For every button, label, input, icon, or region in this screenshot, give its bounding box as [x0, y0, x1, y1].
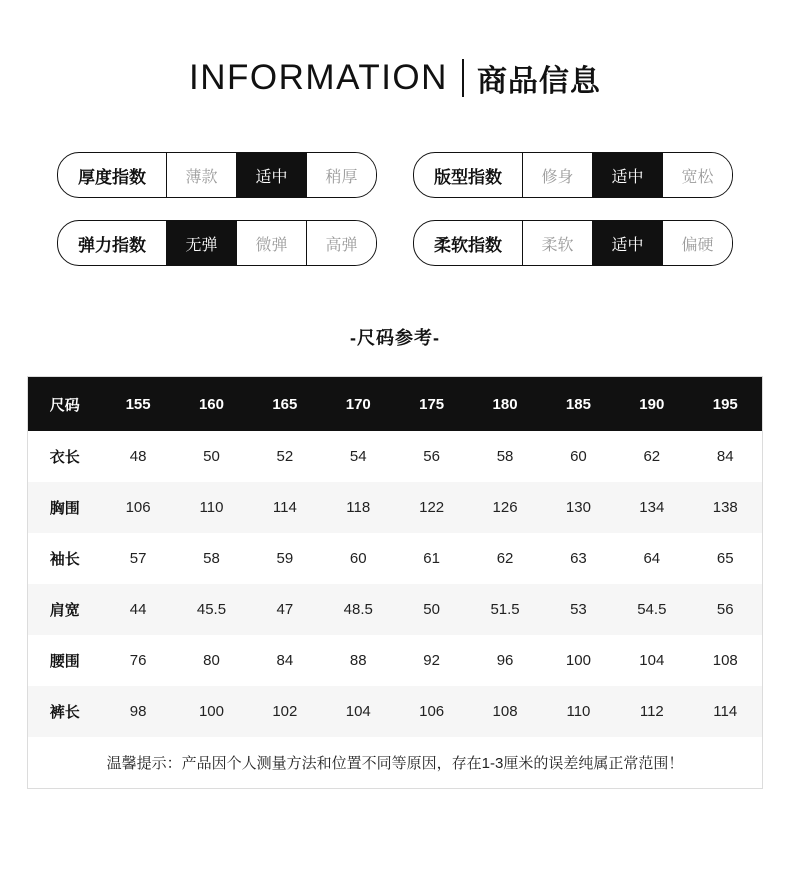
cell-waist-155: 76 [101, 635, 174, 686]
title-divider [462, 59, 464, 97]
cell-waist-185: 100 [542, 635, 615, 686]
cell-trouser-length-165: 102 [248, 686, 321, 737]
cell-garment-length-170: 54 [322, 431, 395, 482]
cell-sleeve-length-190: 64 [615, 533, 688, 584]
cell-sleeve-length-160: 58 [175, 533, 248, 584]
index-pill-area [0, 152, 790, 266]
column-header-160: 160 [175, 377, 248, 431]
cell-garment-length-185: 60 [542, 431, 615, 482]
index-option-elasticity-0[interactable]: 无弹 [166, 221, 236, 265]
table-header-row [28, 377, 762, 431]
cell-garment-length-160: 50 [175, 431, 248, 482]
page-title-english: INFORMATION [189, 58, 448, 97]
column-header-155: 155 [101, 377, 174, 431]
index-option-elasticity-2[interactable]: 高弹 [306, 221, 376, 265]
cell-chest-175: 122 [395, 482, 468, 533]
index-option-fit-0[interactable]: 修身 [522, 153, 592, 197]
column-header-170: 170 [322, 377, 395, 431]
column-header-190: 190 [615, 377, 688, 431]
cell-garment-length-165: 52 [248, 431, 321, 482]
cell-waist-190: 104 [615, 635, 688, 686]
cell-chest-165: 114 [248, 482, 321, 533]
cell-waist-195: 108 [689, 635, 762, 686]
measurement-note: 温馨提示：产品因个人测量方法和位置不同等原因，存在1-3厘米的误差纯属正常范围！ [28, 737, 762, 788]
row-label-waist: 腰围 [28, 635, 101, 686]
index-option-thickness-2[interactable]: 稍厚 [306, 153, 376, 197]
index-row-1 [57, 152, 733, 198]
cell-sleeve-length-170: 60 [322, 533, 395, 584]
column-header-185: 185 [542, 377, 615, 431]
row-label-chest: 胸围 [28, 482, 101, 533]
cell-sleeve-length-185: 63 [542, 533, 615, 584]
index-pill-fit [413, 152, 733, 198]
page-title [0, 0, 790, 110]
cell-sleeve-length-180: 62 [468, 533, 541, 584]
cell-shoulder-width-185: 53 [542, 584, 615, 635]
column-header-180: 180 [468, 377, 541, 431]
cell-chest-180: 126 [468, 482, 541, 533]
index-label-fit: 版型指数 [434, 167, 502, 187]
size-table-header [28, 377, 762, 431]
row-label-garment-length: 衣长 [28, 431, 101, 482]
size-table-wrapper [27, 376, 763, 789]
cell-shoulder-width-190: 54.5 [615, 584, 688, 635]
cell-shoulder-width-175: 50 [395, 584, 468, 635]
row-label-sleeve-length: 袖长 [28, 533, 101, 584]
cell-waist-175: 92 [395, 635, 468, 686]
cell-chest-170: 118 [322, 482, 395, 533]
index-pill-softness [413, 220, 733, 266]
cell-chest-160: 110 [175, 482, 248, 533]
table-row [28, 482, 762, 533]
index-option-softness-0[interactable]: 柔软 [522, 221, 592, 265]
column-header-165: 165 [248, 377, 321, 431]
index-option-fit-1[interactable]: 适中 [592, 153, 662, 197]
cell-sleeve-length-195: 65 [689, 533, 762, 584]
cell-waist-165: 84 [248, 635, 321, 686]
index-label-softness: 柔软指数 [434, 235, 502, 255]
index-row-2 [57, 220, 733, 266]
cell-shoulder-width-160: 45.5 [175, 584, 248, 635]
table-note-row [28, 737, 762, 788]
table-row [28, 584, 762, 635]
cell-sleeve-length-175: 61 [395, 533, 468, 584]
index-option-elasticity-1[interactable]: 微弹 [236, 221, 306, 265]
table-row [28, 686, 762, 737]
index-pill-elasticity [57, 220, 377, 266]
index-label-elasticity: 弹力指数 [78, 235, 146, 255]
cell-garment-length-190: 62 [615, 431, 688, 482]
cell-shoulder-width-165: 47 [248, 584, 321, 635]
cell-chest-185: 130 [542, 482, 615, 533]
index-option-thickness-1[interactable]: 适中 [236, 153, 306, 197]
cell-garment-length-175: 56 [395, 431, 468, 482]
index-option-softness-2[interactable]: 偏硬 [662, 221, 732, 265]
cell-shoulder-width-155: 44 [101, 584, 174, 635]
cell-waist-160: 80 [175, 635, 248, 686]
size-reference-title: -尺码参考- [350, 328, 440, 348]
table-row [28, 431, 762, 482]
cell-shoulder-width-195: 56 [689, 584, 762, 635]
cell-trouser-length-195: 114 [689, 686, 762, 737]
cell-trouser-length-160: 100 [175, 686, 248, 737]
column-header-175: 175 [395, 377, 468, 431]
cell-trouser-length-190: 112 [615, 686, 688, 737]
index-pill-thickness [57, 152, 377, 198]
column-header-size: 尺码 [28, 377, 101, 431]
column-header-195: 195 [689, 377, 762, 431]
cell-waist-170: 88 [322, 635, 395, 686]
cell-shoulder-width-170: 48.5 [322, 584, 395, 635]
cell-sleeve-length-165: 59 [248, 533, 321, 584]
cell-garment-length-155: 48 [101, 431, 174, 482]
cell-shoulder-width-180: 51.5 [468, 584, 541, 635]
cell-waist-180: 96 [468, 635, 541, 686]
cell-chest-195: 138 [689, 482, 762, 533]
cell-garment-length-180: 58 [468, 431, 541, 482]
page-title-chinese: 商品信息 [476, 65, 601, 98]
cell-garment-length-195: 84 [689, 431, 762, 482]
row-label-shoulder-width: 肩宽 [28, 584, 101, 635]
index-option-softness-1[interactable]: 适中 [592, 221, 662, 265]
cell-chest-155: 106 [101, 482, 174, 533]
index-option-fit-2[interactable]: 宽松 [662, 153, 732, 197]
cell-trouser-length-155: 98 [101, 686, 174, 737]
cell-sleeve-length-155: 57 [101, 533, 174, 584]
table-row [28, 533, 762, 584]
cell-trouser-length-175: 106 [395, 686, 468, 737]
cell-trouser-length-170: 104 [322, 686, 395, 737]
cell-trouser-length-180: 108 [468, 686, 541, 737]
row-label-trouser-length: 裤长 [28, 686, 101, 737]
index-option-thickness-0[interactable]: 薄款 [166, 153, 236, 197]
cell-chest-190: 134 [615, 482, 688, 533]
index-label-thickness: 厚度指数 [78, 167, 146, 187]
size-table-body [28, 431, 762, 788]
cell-trouser-length-185: 110 [542, 686, 615, 737]
size-table [28, 377, 762, 788]
table-row [28, 635, 762, 686]
